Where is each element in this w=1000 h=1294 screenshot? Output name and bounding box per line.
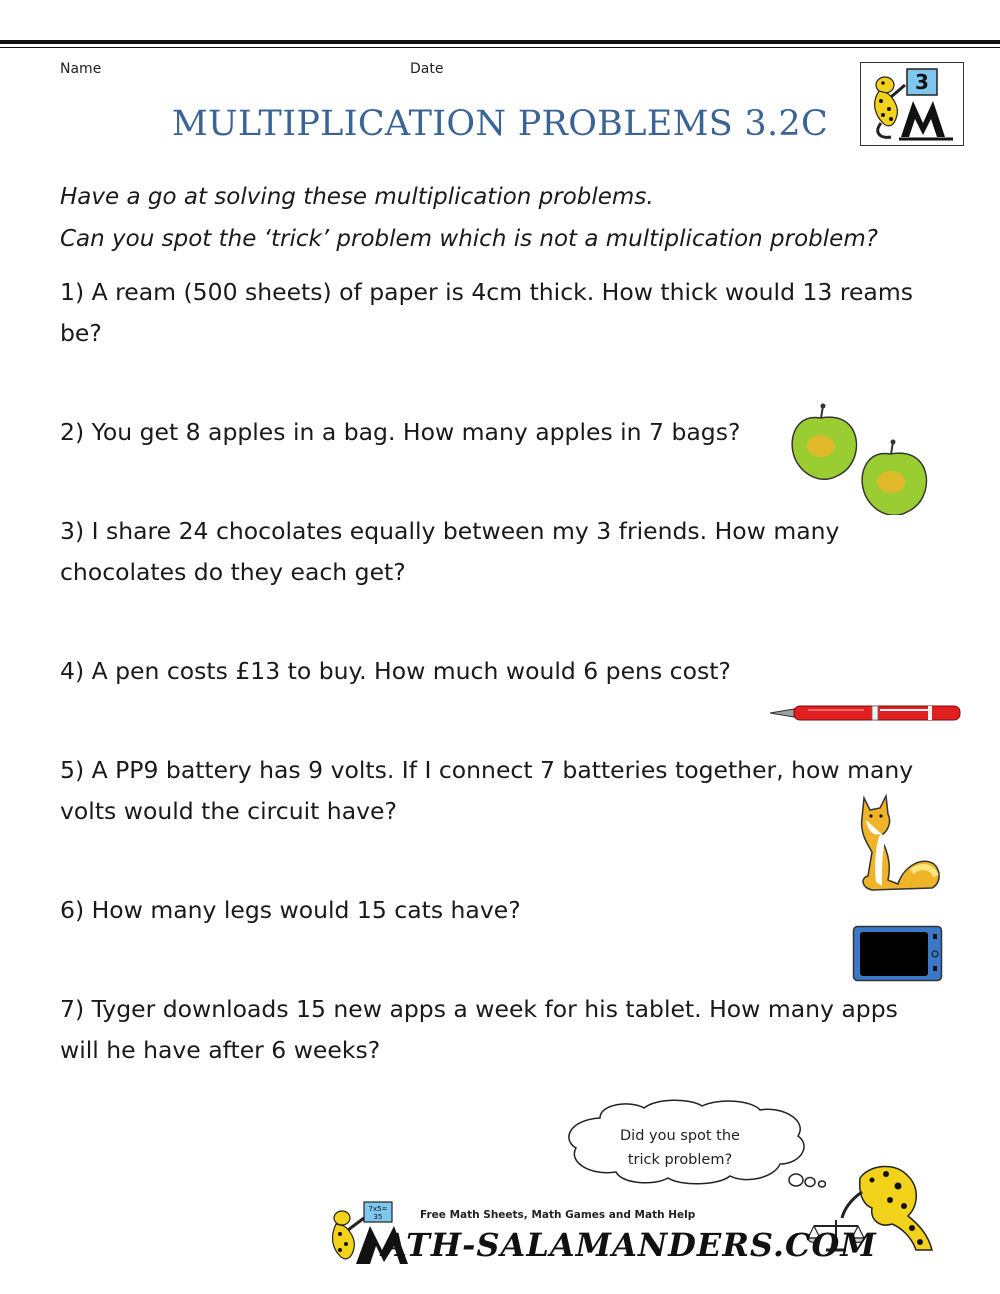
- pen-icon: [768, 702, 964, 724]
- footer-tagline: Free Math Sheets, Math Games and Math Help: [420, 1209, 696, 1221]
- problem-1: 1) A ream (500 sheets) of paper is 4cm thick. How thick would 13 reams be?: [60, 278, 913, 347]
- thought-bubble-text: [580, 1124, 780, 1172]
- problem-5: 5) A PP9 battery has 9 volts. If I connect 7 batteries together, how many volts would the circuit have?: [60, 756, 914, 825]
- tablet-icon: [852, 925, 944, 983]
- svg-text:35: 35: [373, 1213, 383, 1221]
- date-label: Date: [410, 61, 444, 77]
- footer-site-link[interactable]: ATH-SALAMANDERS.COM: [382, 1226, 877, 1264]
- thought-bubble-line-2: trick problem?: [627, 1152, 733, 1168]
- name-label: Name: [60, 61, 102, 77]
- problem-6: 6) How many legs would 15 cats have?: [60, 896, 521, 924]
- svg-text:7x5=: 7x5=: [368, 1205, 388, 1213]
- problem-2: 2) You get 8 apples in a bag. How many apples in 7 bags?: [60, 418, 741, 446]
- top-rule: [0, 40, 1000, 44]
- salamander-logo-icon: [861, 63, 962, 144]
- problem-3: 3) I share 24 chocolates equally between my 3 friends. How many chocolates do they each get?: [60, 517, 840, 586]
- page-title: MULTIPLICATION PROBLEMS 3.2C: [171, 104, 829, 144]
- cat-icon: [852, 792, 944, 894]
- problem-7: 7) Tyger downloads 15 new apps a week for his tablet. How many apps will he have after 6 weeks?: [60, 995, 898, 1064]
- thought-bubble-line-1: Did you spot the: [620, 1128, 740, 1144]
- problem-4: 4) A pen costs £13 to buy. How much would 6 pens cost?: [60, 657, 731, 685]
- instructions: [60, 176, 878, 260]
- apple-icon: [785, 400, 935, 515]
- svg-text:3: 3: [915, 70, 929, 94]
- grade-logo: [860, 62, 964, 146]
- top-rule-thin: [0, 47, 1000, 48]
- instructions-line-2: Can you spot the ‘trick’ problem which is not a multiplication problem?: [60, 226, 878, 252]
- instructions-line-1: Have a go at solving these multiplication problems.: [60, 184, 654, 210]
